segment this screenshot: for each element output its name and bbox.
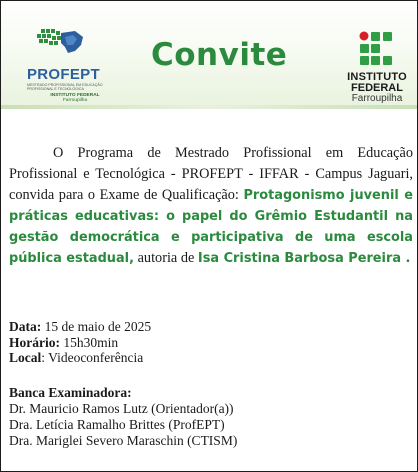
header-banner <box>1 1 417 105</box>
date-row <box>9 319 413 335</box>
author-name: Isa Cristina Barbosa Pereira . <box>197 251 411 266</box>
profept-logo <box>15 27 125 103</box>
if-logo-line3: Farroupilha <box>351 93 403 104</box>
profept-campus: Farroupilha <box>62 98 88 103</box>
time-label: Horário: <box>9 334 60 350</box>
committee-section <box>9 385 413 449</box>
date-value: 15 de maio de 2025 <box>41 319 152 334</box>
instituto-federal-mark-icon <box>359 31 393 67</box>
header-divider <box>1 105 417 109</box>
place-row <box>9 350 413 366</box>
brazil-map-icon <box>35 27 87 55</box>
time-value: 15h30min <box>59 334 119 350</box>
if-logo-line1: INSTITUTO <box>347 71 407 83</box>
profept-institution: INSTITUTO FEDERAL <box>50 93 100 98</box>
place-label: Local <box>9 350 42 365</box>
committee-title: Banca Examinadora: <box>9 385 132 400</box>
time-row <box>9 335 413 351</box>
place-value: : Videoconferência <box>41 350 144 365</box>
author-prefix: autoria de <box>134 250 198 266</box>
committee-member: Dra. Letícia Ramalho Brittes (ProfEPT) <box>9 417 225 432</box>
committee-member: Dra. Mariglei Severo Maraschin (CTISM) <box>9 433 238 448</box>
event-details <box>9 319 413 366</box>
profept-subtitle: MESTRADO PROFISSIONAL EM EDUCAÇÃO PROFISSIONAL E TECNOLÓGICA <box>27 83 103 92</box>
invitation-intro: O Programa de Mestrado Profissional em Educação Profissional e Tecnológica - PROFEPT - IFFAR - Campus Jaguari, convida para o Exame de Qualificação: <box>9 145 413 203</box>
thesis-title: Protagonismo juvenil e práticas educativas: o papel do Grêmio Estudantil na gestão democrática e participativa de uma escola pública estadual, <box>9 188 414 266</box>
profept-wordmark: PROFEPT <box>27 66 100 83</box>
if-logo-line2: FEDERAL <box>351 82 403 94</box>
page-title: Convite <box>151 37 288 73</box>
date-label: Data: <box>9 319 42 334</box>
instituto-federal-logo <box>339 31 415 103</box>
committee-member: Dr. Mauricio Ramos Lutz (Orientador(a)) <box>9 401 234 416</box>
invitation-paragraph <box>9 143 413 269</box>
